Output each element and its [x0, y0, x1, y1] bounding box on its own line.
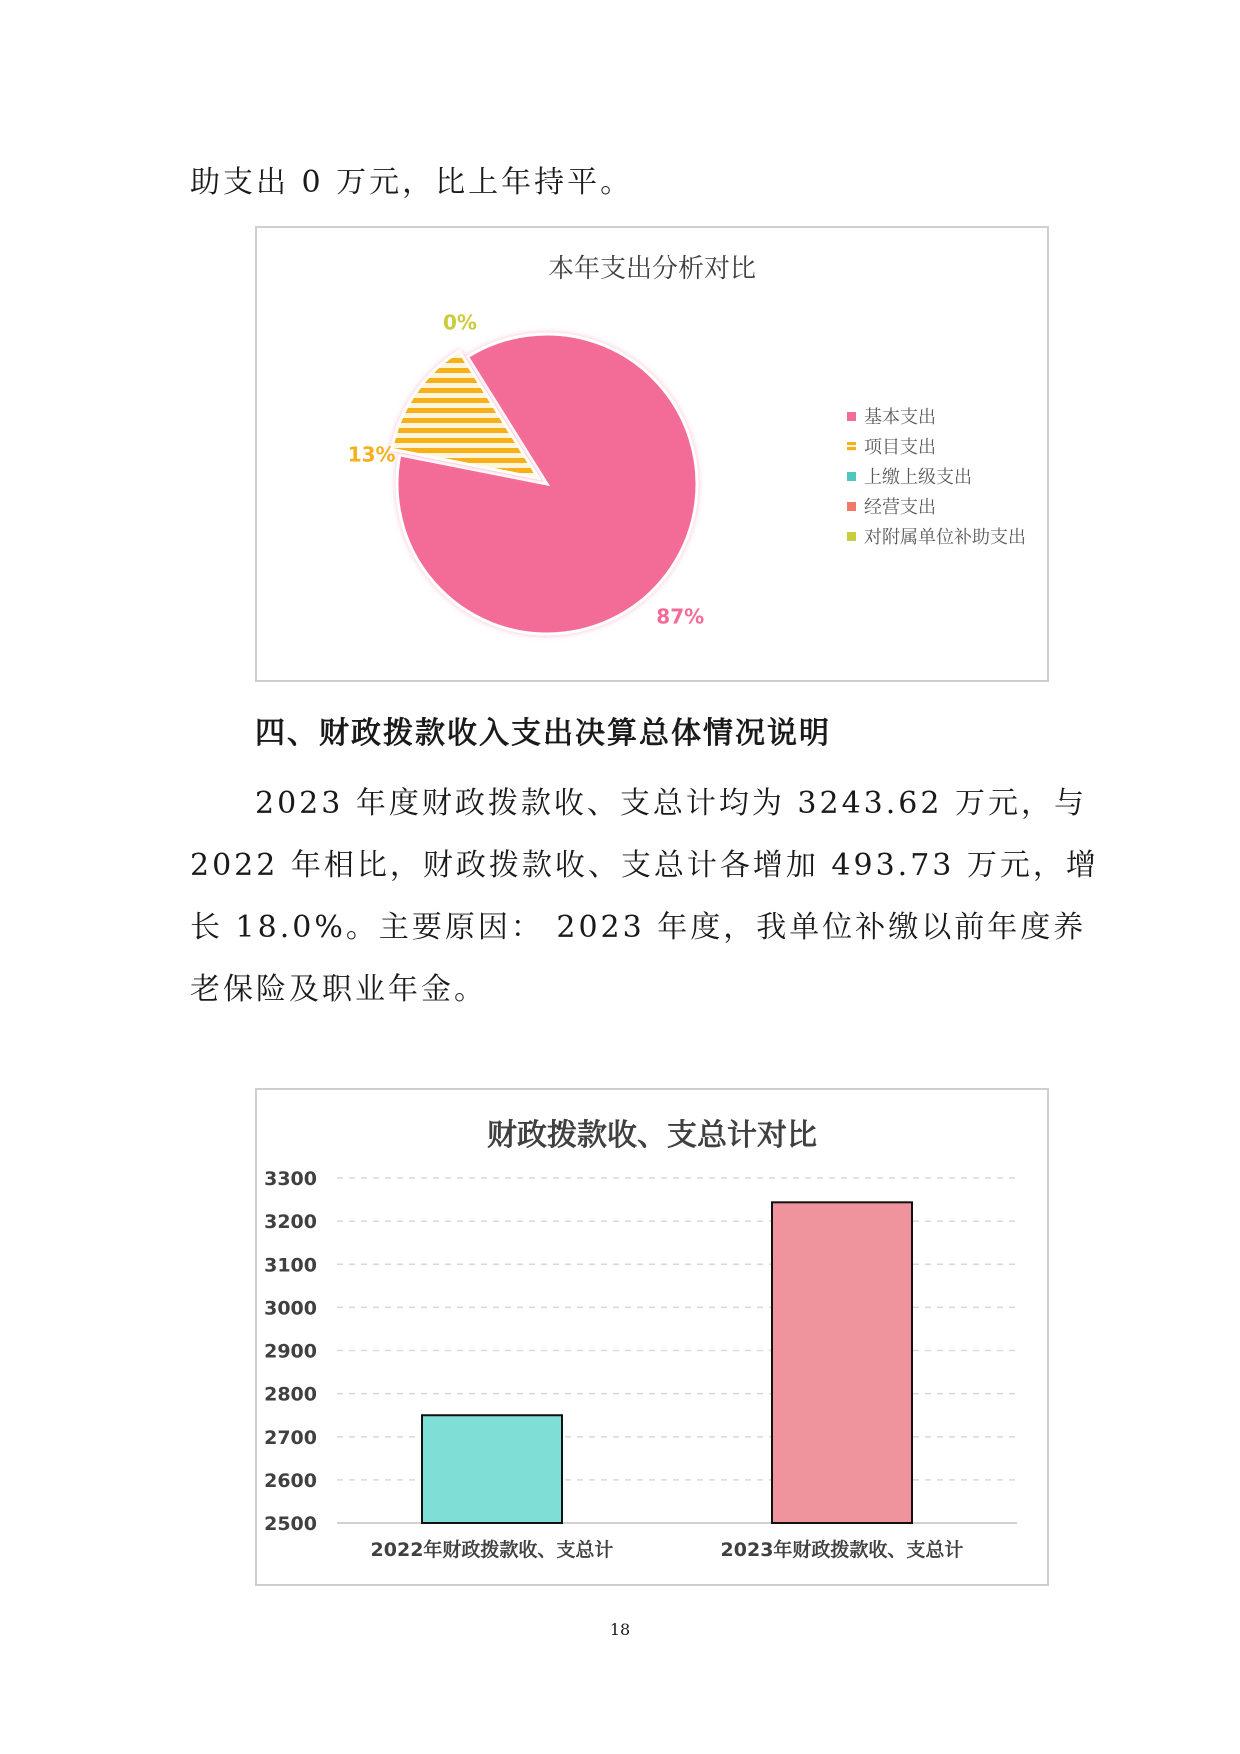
y-tick-3000: 3000 — [264, 1297, 317, 1320]
intro-line: 助支出 0 万元，比上年持平。 — [190, 165, 634, 200]
pie-chart-container — [255, 226, 1049, 682]
legend-swatch-1 — [847, 442, 856, 451]
bar-chart — [257, 1090, 1047, 1584]
x-tick-0: 2022年财政拨款收、支总计 — [370, 1539, 614, 1561]
y-tick-2500: 2500 — [264, 1513, 317, 1535]
pie-label-0: 87% — [656, 604, 705, 629]
y-tick-2600: 2600 — [264, 1469, 317, 1492]
legend-item-1 — [847, 433, 1026, 463]
legend-label-4: 对附属单位补助支出 — [864, 527, 1026, 548]
paragraph-line-2: 2022 年相比，财政拨款收、支总计各增加 493.73 万元，增 — [190, 848, 1099, 883]
bar-1 — [772, 1202, 912, 1523]
section-heading: 四、财政拨款收入支出决算总体情况说明 — [255, 716, 831, 751]
legend-label-2: 上缴上级支出 — [864, 467, 972, 488]
paragraph-line-3: 长 18.0%。主要原因： 2023 年度，我单位补缴以前年度养 — [190, 910, 1087, 945]
y-tick-3100: 3100 — [264, 1254, 317, 1277]
legend-swatch-0 — [847, 412, 856, 421]
y-tick-2900: 2900 — [264, 1340, 317, 1363]
legend-label-3: 经营支出 — [864, 497, 936, 518]
x-tick-1: 2023年财政拨款收、支总计 — [720, 1539, 964, 1561]
bar-chart-title: 财政拨款收、支总计对比 — [487, 1118, 817, 1153]
legend-swatch-4 — [847, 532, 856, 541]
paragraph-line-4: 老保险及职业年金。 — [190, 972, 487, 1007]
pie-legend — [847, 403, 1026, 553]
bar-chart-container — [255, 1088, 1049, 1586]
y-tick-3300: 3300 — [264, 1168, 317, 1190]
y-tick-3200: 3200 — [264, 1211, 317, 1234]
y-tick-2700: 2700 — [264, 1426, 317, 1449]
page-number: 18 — [609, 1620, 631, 1639]
pie-label-1: 13% — [347, 442, 396, 467]
pie-chart — [257, 228, 817, 680]
y-tick-2800: 2800 — [264, 1383, 317, 1406]
pie-label-4: 0% — [442, 310, 477, 335]
legend-item-3 — [847, 493, 1026, 523]
bar-0 — [422, 1415, 562, 1523]
paragraph-line-1: 2023 年度财政拨款收、支总计均为 3243.62 万元，与 — [255, 786, 1088, 821]
legend-label-0: 基本支出 — [864, 407, 936, 428]
pie-chart-title: 本年支出分析对比 — [547, 254, 756, 284]
legend-item-2 — [847, 463, 1026, 493]
legend-swatch-2 — [847, 472, 856, 481]
legend-item-4 — [847, 523, 1026, 553]
legend-item-0 — [847, 403, 1026, 433]
legend-swatch-3 — [847, 502, 856, 511]
legend-label-1: 项目支出 — [864, 437, 936, 458]
